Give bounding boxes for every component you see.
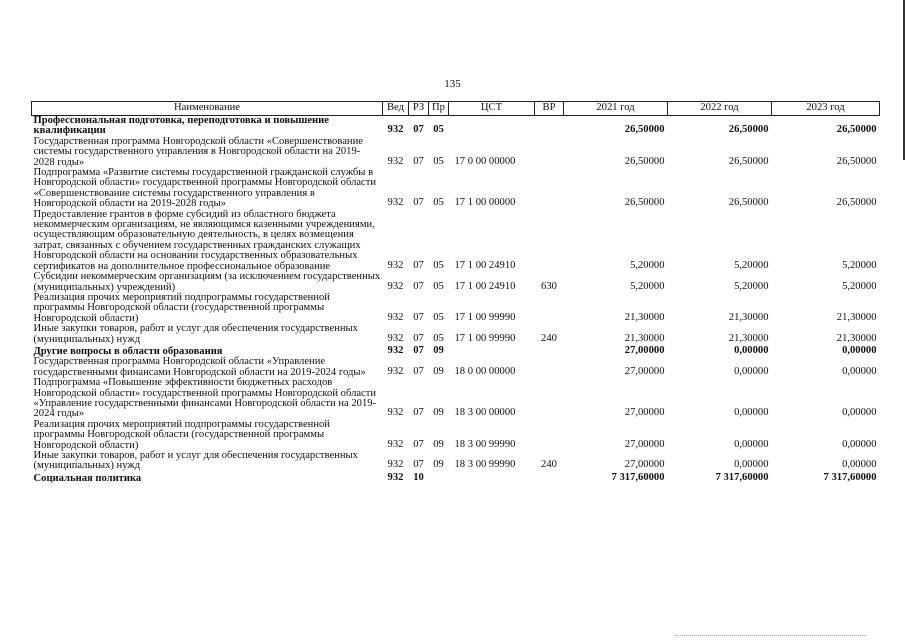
table-row: [32, 451, 880, 472]
table-row: [32, 357, 880, 378]
table-row: [32, 137, 880, 168]
cell-name: Иные закупки товаров, работ и услуг для обеспечения государственных (муниципальных) нужд: [33, 323, 358, 345]
cell-2023: 7 317,60000: [823, 471, 877, 483]
cell-2023: 5,20000: [842, 280, 877, 292]
header-vr: ВР: [535, 102, 564, 116]
cell-2022: 5,20000: [734, 280, 769, 292]
cell-2022: 26,50000: [728, 197, 769, 209]
cell-vr: 240: [541, 332, 557, 344]
cell-pr: 09: [433, 344, 444, 356]
cell-2023: 26,50000: [836, 124, 877, 136]
cell-pr: 09: [433, 459, 444, 471]
cell-2021: 27,00000: [624, 344, 665, 356]
cell-rz: 07: [413, 155, 424, 167]
cell-2022: 26,50000: [728, 124, 769, 136]
cell-pr: 05: [433, 155, 444, 167]
cell-2023: 26,50000: [836, 155, 877, 167]
cell-cst: 17 1 00 24910: [454, 280, 516, 292]
cell-2022: 0,00000: [734, 365, 769, 377]
cell-pr: 05: [433, 124, 444, 136]
cell-2023: 0,00000: [842, 459, 877, 471]
header-name: Наименование: [32, 102, 383, 116]
cell-rz: 07: [413, 197, 424, 209]
cell-2022: 5,20000: [734, 259, 769, 271]
table-row: [32, 324, 880, 345]
cell-vr: [535, 116, 564, 137]
cell-ved: 932: [387, 155, 404, 167]
cell-cst: [449, 345, 535, 357]
cell-name: Государственная программа Новгородской области «Управление государственными финансами Новгородской области на 2019-2024 годы»: [33, 356, 366, 378]
cell-rz: 07: [413, 365, 424, 377]
cell-name: Предоставление грантов в форме субсидий из областного бюджета некоммерческим организациям, не являющимся казенными учреждениями, осуществляющим образовательную деятельность, в целях возмещения затрат, связанных с обучением государственных гражданских служащих Новгородской области на основании государственных образовательных сертификатов на дополнительное профессиональное образование: [33, 208, 375, 272]
cell-2022: 21,30000: [728, 311, 769, 323]
table-row: [32, 293, 880, 324]
cell-cst: 17 0 00 00000: [454, 155, 516, 167]
table-row: [32, 272, 880, 293]
cell-cst: 18 3 00 99990: [454, 438, 516, 450]
header-rz: РЗ: [409, 102, 429, 116]
header-2023: 2023 год: [772, 102, 880, 116]
cell-2021: 21,30000: [624, 332, 665, 344]
cell-cst: [449, 472, 535, 484]
cell-2021: 27,00000: [624, 438, 665, 450]
cell-2022: 26,50000: [728, 155, 769, 167]
cell-2023: 0,00000: [842, 407, 877, 419]
cell-ved: 932: [387, 259, 404, 271]
cell-cst: 17 1 00 99990: [454, 332, 516, 344]
table-row: [32, 378, 880, 420]
cell-name: Иные закупки товаров, работ и услуг для обеспечения государственных (муниципальных) нужд: [33, 450, 358, 472]
cell-2022: 0,00000: [734, 407, 769, 419]
header-2022: 2022 год: [668, 102, 772, 116]
page-number: 135: [444, 78, 461, 90]
cell-2021: 5,20000: [630, 280, 665, 292]
cell-vr: [535, 357, 564, 378]
cell-pr: 05: [433, 197, 444, 209]
section-row: [32, 116, 880, 137]
cell-vr: [535, 378, 564, 420]
cell-pr: 09: [433, 365, 444, 377]
cell-ved: 932: [387, 471, 404, 483]
cell-ved: 932: [387, 311, 404, 323]
cell-rz: 07: [413, 259, 424, 271]
cell-pr: 05: [433, 311, 444, 323]
cell-name: Подпрограмма «Повышение эффективности бюджетных расходов Новгородской области» государственной программы Новгородской области «Управление государственными финансами Новгородской области на 2019-2024 годы»: [33, 377, 377, 420]
cell-cst: 17 1 00 24910: [454, 259, 516, 271]
header-pr: Пр: [429, 102, 449, 116]
cell-2021: 26,50000: [624, 197, 665, 209]
table-header-row: [32, 102, 880, 116]
cell-2021: 5,20000: [630, 259, 665, 271]
cell-cst: 18 0 00 00000: [454, 365, 516, 377]
scan-edge-mark: [891, 0, 905, 160]
cell-2023: 21,30000: [836, 332, 877, 344]
cell-name: Субсидии некоммерческим организациям (за исключением государственных (муниципальных) учреждений): [33, 271, 381, 293]
cell-pr: 05: [433, 259, 444, 271]
cell-2023: 0,00000: [842, 344, 877, 356]
cell-vr: [535, 293, 564, 324]
cell-cst: 17 1 00 99990: [454, 311, 516, 323]
header-ved: Вед: [383, 102, 409, 116]
cell-ved: 932: [387, 438, 404, 450]
cell-vr: [535, 420, 564, 451]
cell-name: Государственная программа Новгородской области «Совершенствование системы государственного управления в Новгородской области на 2019-2028 годы»: [33, 135, 363, 168]
cell-2021: 27,00000: [624, 459, 665, 471]
cell-rz: 07: [413, 407, 424, 419]
scan-bottom-mark: [675, 635, 865, 638]
cell-2023: 21,30000: [836, 311, 877, 323]
cell-pr: 05: [433, 280, 444, 292]
cell-vr: 630: [541, 280, 557, 292]
cell-pr: 05: [433, 332, 444, 344]
section-row: [32, 472, 880, 484]
table-body: [32, 116, 880, 485]
cell-2021: 27,00000: [624, 407, 665, 419]
cell-vr: [535, 210, 564, 272]
cell-rz: 07: [413, 344, 424, 356]
cell-cst: [449, 116, 535, 137]
cell-vr: [535, 168, 564, 210]
cell-pr: [429, 472, 449, 484]
cell-2021: 26,50000: [624, 155, 665, 167]
cell-cst: 17 1 00 00000: [454, 197, 516, 209]
cell-ved: 932: [387, 407, 404, 419]
cell-ved: 932: [387, 280, 404, 292]
cell-vr: 240: [541, 459, 557, 471]
cell-rz: 07: [413, 332, 424, 344]
cell-pr: 09: [433, 438, 444, 450]
cell-ved: 932: [387, 332, 404, 344]
cell-ved: 932: [387, 124, 404, 136]
cell-name: Социальная политика: [33, 472, 142, 484]
cell-2022: 21,30000: [728, 332, 769, 344]
cell-2023: 5,20000: [842, 259, 877, 271]
cell-vr: [535, 137, 564, 168]
cell-2023: 0,00000: [842, 365, 877, 377]
cell-2022: 7 317,60000: [715, 471, 769, 483]
cell-rz: 07: [413, 311, 424, 323]
cell-2022: 0,00000: [734, 459, 769, 471]
table-row: [32, 210, 880, 272]
cell-2021: 27,00000: [624, 365, 665, 377]
cell-pr: 09: [433, 407, 444, 419]
cell-cst: 18 3 00 99990: [454, 459, 516, 471]
cell-vr: [535, 472, 564, 484]
header-cst: ЦСТ: [449, 102, 535, 116]
cell-2022: 0,00000: [734, 438, 769, 450]
cell-2023: 26,50000: [836, 197, 877, 209]
cell-rz: 07: [413, 280, 424, 292]
cell-ved: 932: [387, 459, 404, 471]
header-2021: 2021 год: [564, 102, 668, 116]
cell-rz: 07: [413, 459, 424, 471]
table-row: [32, 420, 880, 451]
cell-2022: 0,00000: [734, 344, 769, 356]
cell-2021: 7 317,60000: [611, 471, 665, 483]
cell-2023: 0,00000: [842, 438, 877, 450]
cell-ved: 932: [387, 365, 404, 377]
cell-2021: 21,30000: [624, 311, 665, 323]
cell-cst: 18 3 00 00000: [454, 407, 516, 419]
cell-name: Реализация прочих мероприятий подпрограммы государственной программы Новгородской области (государственной программы Новгородской области): [33, 418, 330, 451]
cell-rz: 07: [413, 124, 424, 136]
cell-2021: 26,50000: [624, 124, 665, 136]
cell-name: Реализация прочих мероприятий подпрограммы государственной программы Новгородской области (государственной программы Новгородской области): [33, 291, 330, 324]
cell-name: Другие вопросы в области образования: [33, 345, 223, 357]
cell-name: Профессиональная подготовка, переподготовка и повышение квалификации: [33, 115, 329, 137]
cell-name: Подпрограмма «Развитие системы государственной гражданской службы в Новгородской области» государственной программы Новгородской области «Совершенствование системы государственного управления в Новгородской области на 2019-2028 годы»: [33, 167, 377, 210]
cell-ved: 932: [387, 197, 404, 209]
table-row: [32, 168, 880, 210]
cell-rz: 07: [413, 438, 424, 450]
cell-rz: 10: [413, 471, 424, 483]
budget-table: [31, 101, 880, 484]
cell-vr: [535, 345, 564, 357]
cell-ved: 932: [387, 344, 404, 356]
